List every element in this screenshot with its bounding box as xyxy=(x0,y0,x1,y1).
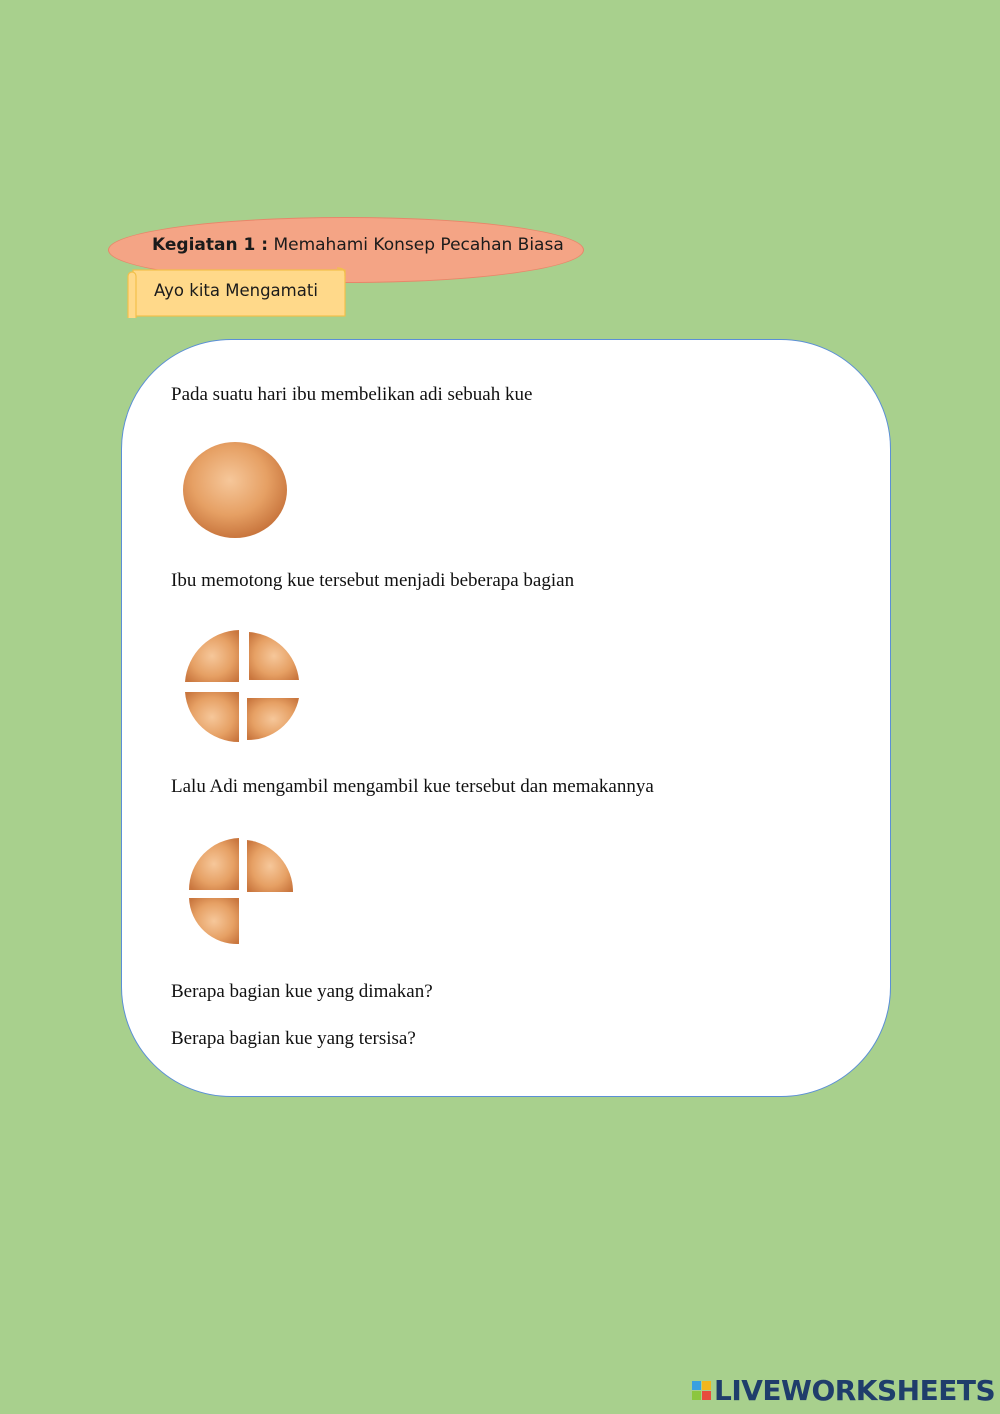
activity-label: Kegiatan 1 : xyxy=(152,235,269,255)
remaining-cookie-icon xyxy=(187,836,297,946)
sub-label: Ayo kita Mengamati xyxy=(154,281,318,300)
story-line-1: Pada suatu hari ibu membelikan adi sebuah kue xyxy=(171,384,533,405)
liveworksheets-logo xyxy=(692,1373,995,1407)
question-eaten: Berapa bagian kue yang dimakan? xyxy=(171,981,433,1002)
story-line-3: Lalu Adi mengambil mengambil kue tersebut dan memakannya xyxy=(171,776,654,797)
brand-name: LIVEWORKSHEETS xyxy=(714,1373,996,1407)
story-line-2: Ibu memotong kue tersebut menjadi beberapa bagian xyxy=(171,570,575,591)
logo-blocks-icon xyxy=(692,1377,712,1403)
activity-title xyxy=(152,235,564,255)
question-remaining: Berapa bagian kue yang tersisa? xyxy=(171,1028,416,1049)
cut-cookie-icon xyxy=(183,626,303,744)
activity-title-text: Memahami Konsep Pecahan Biasa xyxy=(273,235,564,255)
whole-cookie-icon xyxy=(181,440,291,540)
